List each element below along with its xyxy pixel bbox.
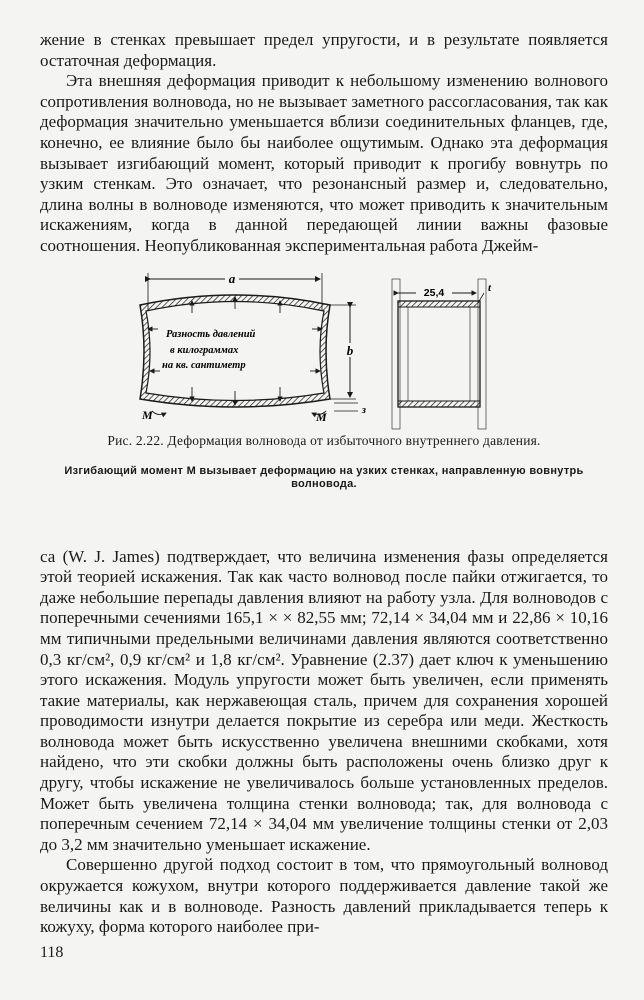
inner-text-line-2: в килограммах (170, 344, 239, 356)
label-b: b (346, 342, 354, 358)
page-number: 118 (40, 944, 64, 961)
label-t: t (488, 281, 492, 294)
paragraph-continuation: жение в стенках превышает предел упругости, и в результате появляется остаточная деформация. (40, 30, 608, 70)
figure-caption-note: Изгибающий момент М вызывает деформацию на узких стенках, направленную вовнутрь волновода. (64, 464, 584, 490)
figure-caption-title: Рис. 2.22. Деформация волновода от избыточного внутреннего давления. (107, 432, 541, 448)
paragraph-james-work: са (W. J. James) подтверждает, что величина изменения фазы определяется этой теорией искажения. Так как часто волновод после пайки отжигается, то даже небольшие перепады давления влияют на работу узла. Для волноводов с поперечными сечениями 165,1 × × 82,55 мм; 72,14 × 34,04 мм и 22,86 × 10,16 мм типичными предельными величинами давления являются соответственно 0,3 кг/см², 0,9 кг/см² и 1,8 кг/см². Уравнение (2.37) дает ключ к уменьшению этого искажения. Модуль упругости может быть увеличен, если применять такие материалы, как нержавеющая сталь, причем для сохранения хорошей проводимости изнутри делается покрытие из серебра или меди. Жесткость волновода может быть искусственно увеличена внешними скобками, хотя найдено, что эти скобки должны быть расположены очень близко друг к другу, чтобы искажение не увеличивалось больше установленных пределов. Может быть увеличена толщина стенки волновода; так, для волновода с поперечным сечением 72,14 × 34,04 мм увеличение толщины стенки от 2,03 до 3,2 мм значительно уменьшает искажение. (40, 546, 608, 854)
paragraph-jacket: Совершенно другой подход состоит в том, что прямоугольный волновод окружается кожухом, внутри которого поддерживается давление такой же величины как и в волноводе. Разность давлений прикладывается теперь к кожуху, форма которого наиболее при- (40, 855, 608, 937)
inner-text-line-3: на кв. сантиметр (162, 359, 246, 371)
label-M-right: M (316, 409, 327, 424)
label-a: a (228, 270, 236, 286)
svg-text:з: з (362, 404, 366, 416)
inner-text-line-1: Разность давлений (166, 328, 256, 340)
figure-2-22 (40, 271, 608, 523)
waveguide-deformation-diagram (130, 271, 510, 431)
page-body (40, 30, 608, 938)
waveguide-side-view (392, 279, 492, 429)
paragraph-external-deformation: Эта внешняя деформация приводит к небольшому изменению волнового сопротивления волновода, но не вызывает заметного рассогласования, так как деформация значительно уменьшается вблизи соединительных фланцев, где, конечно, ее влияние было бы наиболее ощутимым. Однако эта деформация вызывает изгибающий момент, который приводит к прогибу вовнутрь по узким стенкам. Это означает, что резонансный размер и, следовательно, длина волны в волноводе изменяются, что может приводить к значительным искажениям, когда в данной передающей линии важны фазовые соотношения. Неопубликованная экспериментальная работа Джейм- (40, 71, 608, 255)
label-M-left: M (142, 407, 153, 422)
dimension-25-4: 25,4 (423, 286, 445, 299)
